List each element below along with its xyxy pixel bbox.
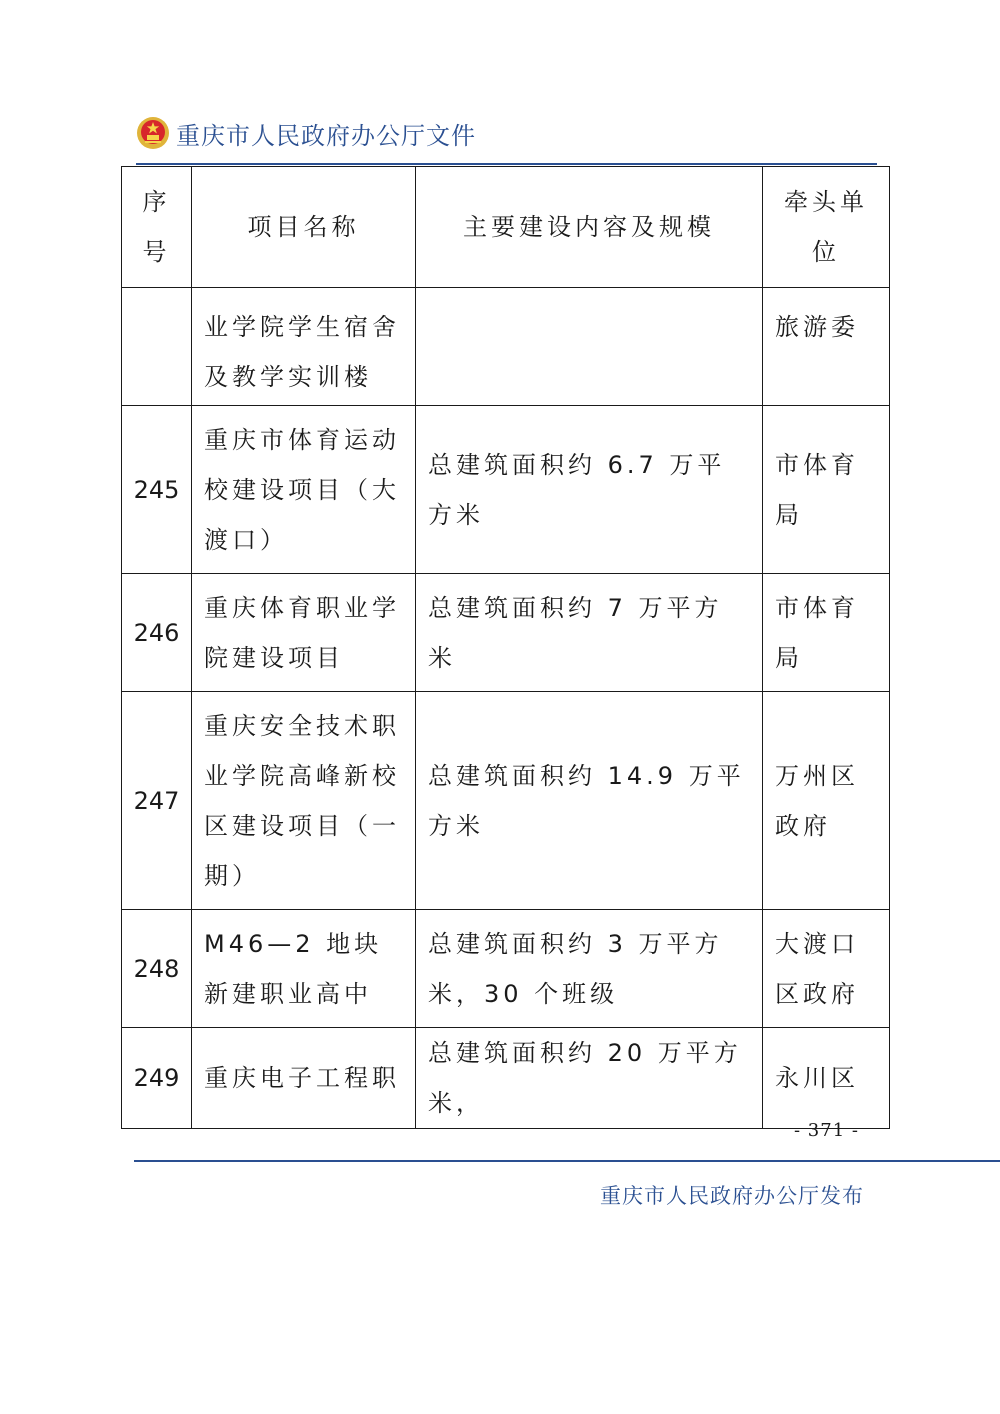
row-lead-unit: 永川区 (763, 1028, 890, 1129)
row-number: 245 (122, 406, 192, 574)
table-row (122, 574, 890, 692)
table-row (122, 1028, 890, 1129)
footer-divider (134, 1160, 1000, 1162)
row-number: 248 (122, 910, 192, 1028)
header-cell-content: 主要建设内容及规模 (416, 167, 763, 288)
row-number: 249 (122, 1028, 192, 1129)
header-cell-name: 项目名称 (192, 167, 416, 288)
row-content (416, 288, 763, 406)
table-row (122, 692, 890, 910)
table-row (122, 910, 890, 1028)
table-row (122, 406, 890, 574)
row-project-name: 重庆体育职业学院建设项目 (192, 574, 416, 692)
row-project-name: M46—2 地块新建职业高中 (192, 910, 416, 1028)
row-project-name: 重庆市体育运动校建设项目（大渡口） (192, 406, 416, 574)
footer-publisher: 重庆市人民政府办公厅发布 (600, 1184, 864, 1208)
national-emblem-icon (136, 116, 170, 150)
row-lead-unit: 市体育局 (763, 406, 890, 574)
table-header-row (122, 167, 890, 288)
row-content: 总建筑面积约 14.9 万平方米 (416, 692, 763, 910)
page-number: - 371 - (794, 1120, 859, 1141)
row-project-name: 重庆电子工程职 (192, 1028, 416, 1129)
header-cell-unit: 牵头单位 (763, 167, 890, 288)
document-header (136, 110, 476, 156)
row-content: 总建筑面积约 20 万平方米， (416, 1028, 763, 1129)
row-lead-unit: 旅游委 (763, 288, 890, 406)
document-header-title: 重庆市人民政府办公厅文件 (176, 121, 476, 150)
row-lead-unit: 大渡口区政府 (763, 910, 890, 1028)
header-divider (136, 163, 877, 165)
row-project-name: 业学院学生宿舍及教学实训楼 (192, 288, 416, 406)
row-lead-unit: 万州区政府 (763, 692, 890, 910)
row-number (122, 288, 192, 406)
row-number: 246 (122, 574, 192, 692)
project-table (121, 166, 890, 1129)
row-content: 总建筑面积约 6.7 万平方米 (416, 406, 763, 574)
row-content: 总建筑面积约 7 万平方米 (416, 574, 763, 692)
row-content: 总建筑面积约 3 万平方米，30 个班级 (416, 910, 763, 1028)
table-row (122, 288, 890, 406)
row-project-name: 重庆安全技术职业学院高峰新校区建设项目（一期） (192, 692, 416, 910)
row-number: 247 (122, 692, 192, 910)
row-lead-unit: 市体育局 (763, 574, 890, 692)
header-cell-no: 序号 (122, 167, 192, 288)
